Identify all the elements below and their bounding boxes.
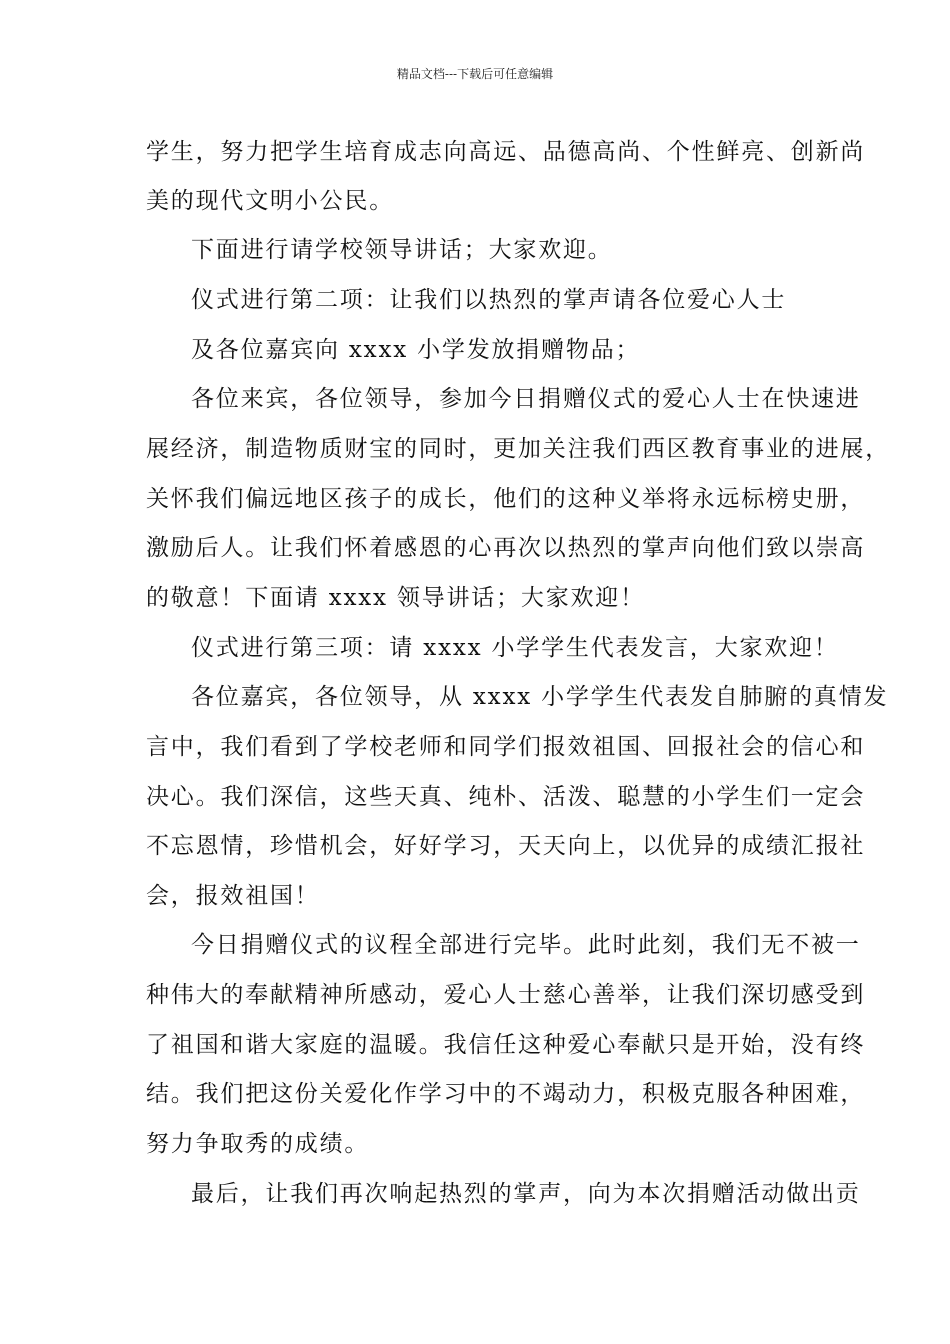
body-line: 及各位嘉宾向 xxxx 小学发放捐赠物品； — [191, 337, 641, 363]
body-line: 下面进行请学校领导讲话；大家欢迎。 — [191, 237, 613, 263]
body-line: 仪式进行第二项：让我们以热烈的掌声请各位爱心人士 — [191, 287, 787, 313]
body-line: 最后，让我们再次响起热烈的掌声，向为本次捐赠活动做出贡 — [191, 1181, 861, 1207]
body-line: 决心。我们深信，这些天真、纯朴、活泼、聪慧的小学生们一定会 — [146, 784, 866, 810]
body-line: 言中，我们看到了学校老师和同学们报效祖国、回报社会的信心和 — [146, 734, 866, 760]
body-line: 各位来宾，各位领导，参加今日捐赠仪式的爱心人士在快速进 — [191, 386, 861, 412]
body-line: 激励后人。让我们怀着感恩的心再次以热烈的掌声向他们致以崇高 — [146, 535, 866, 561]
body-line: 展经济，制造物质财宝的同时，更加关注我们西区教育事业的进展， — [146, 436, 890, 462]
body-line: 了祖国和谐大家庭的温暖。我信任这种爱心奉献只是开始，没有终 — [146, 1032, 866, 1058]
body-line: 关怀我们偏远地区孩子的成长，他们的这种义举将永远标榜史册， — [146, 486, 866, 512]
body-line: 的敬意！下面请 xxxx 领导讲话；大家欢迎！ — [146, 585, 645, 611]
body-line: 美的现代文明小公民。 — [146, 188, 394, 214]
body-line: 不忘恩情，珍惜机会，好好学习，天天向上，以优异的成绩汇报社 — [146, 833, 866, 859]
body-line: 种伟大的奉献精神所感动，爱心人士慈心善举，让我们深切感受到 — [146, 982, 866, 1008]
body-line: 今日捐赠仪式的议程全部进行完毕。此时此刻，我们无不被一 — [191, 932, 861, 958]
body-line: 努力争取秀的成绩。 — [146, 1131, 370, 1157]
body-line: 结。我们把这份关爱化作学习中的不竭动力，积极克服各种困难， — [146, 1081, 866, 1107]
body-line: 仪式进行第三项：请 xxxx 小学学生代表发言，大家欢迎！ — [191, 635, 839, 661]
body-line: 会，报效祖国！ — [146, 883, 320, 909]
body-line: 学生，努力把学生培育成志向高远、品德高尚、个性鲜亮、创新尚 — [146, 139, 866, 165]
page-header: 精品文档---下载后可任意编辑 — [396, 67, 554, 81]
body-line: 各位嘉宾，各位领导，从 xxxx 小学学生代表发自肺腑的真情发 — [191, 684, 889, 710]
